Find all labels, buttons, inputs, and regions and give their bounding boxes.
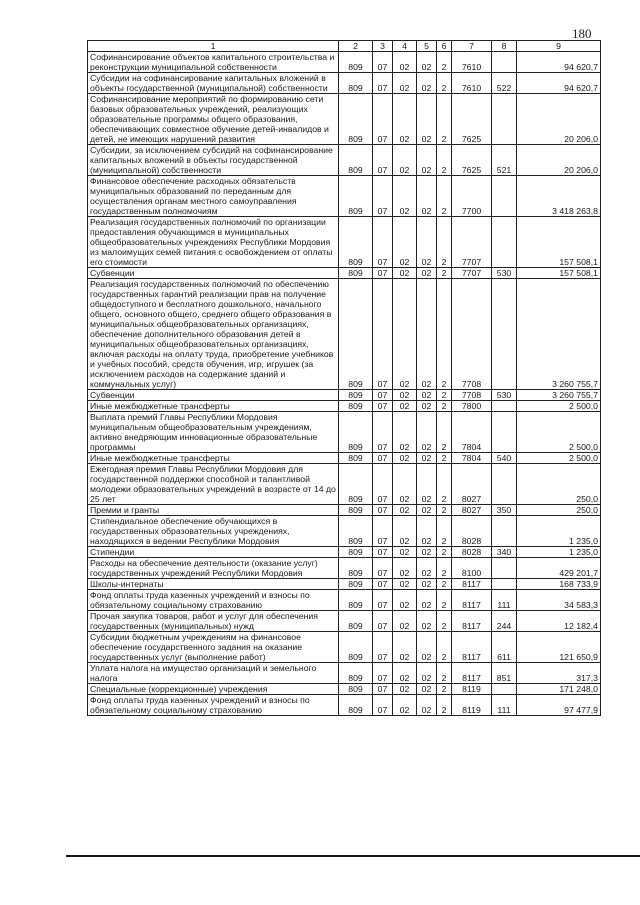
table-row	[88, 390, 601, 401]
row-description: Ежегодная премия Главы Республики Мордовия для государственной поддержки способной и талантливой молодежи образовательных учреждений в возрасте от 14 до 25 лет	[88, 464, 339, 505]
code-subsection: 02	[393, 558, 417, 579]
code-subprogram: 2	[437, 579, 452, 590]
table-row	[88, 401, 601, 412]
code-subsection: 02	[393, 412, 417, 453]
code-subsection: 02	[393, 663, 417, 684]
code-target: 8117	[452, 663, 492, 684]
code-program: 02	[417, 453, 437, 464]
code-subprogram: 2	[437, 73, 452, 94]
table-row	[88, 52, 601, 73]
code-subsection: 02	[393, 268, 417, 279]
code-gov: 809	[339, 695, 373, 716]
code-subprogram: 2	[437, 145, 452, 176]
code-expense-type: 350	[492, 505, 517, 516]
code-expense-type	[492, 217, 517, 268]
row-amount: 157 508,1	[517, 268, 601, 279]
code-section: 07	[373, 632, 393, 663]
code-gov: 809	[339, 632, 373, 663]
code-program: 02	[417, 73, 437, 94]
code-gov: 809	[339, 579, 373, 590]
code-expense-type	[492, 176, 517, 217]
code-section: 07	[373, 695, 393, 716]
code-subprogram: 2	[437, 505, 452, 516]
column-header: 3	[373, 41, 393, 52]
code-gov: 809	[339, 505, 373, 516]
row-description: Фонд оплаты труда казенных учреждений и взносы по обязательному социальному страхованию	[88, 695, 339, 716]
code-program: 02	[417, 268, 437, 279]
row-amount: 20 206,0	[517, 94, 601, 145]
code-program: 02	[417, 579, 437, 590]
code-program: 02	[417, 176, 437, 217]
code-subsection: 02	[393, 52, 417, 73]
row-description: Стипендии	[88, 547, 339, 558]
code-section: 07	[373, 401, 393, 412]
code-program: 02	[417, 505, 437, 516]
row-amount: 168 733,9	[517, 579, 601, 590]
row-description: Премии и гранты	[88, 505, 339, 516]
table-row	[88, 412, 601, 453]
row-amount: 250,0	[517, 505, 601, 516]
code-subsection: 02	[393, 547, 417, 558]
row-amount: 3 260 755,7	[517, 279, 601, 390]
code-gov: 809	[339, 145, 373, 176]
code-expense-type: 244	[492, 611, 517, 632]
code-gov: 809	[339, 268, 373, 279]
code-section: 07	[373, 547, 393, 558]
code-subsection: 02	[393, 279, 417, 390]
row-description: Прочая закупка товаров, работ и услуг для обеспечения государственных (муниципальных) нужд	[88, 611, 339, 632]
code-program: 02	[417, 632, 437, 663]
column-header: 6	[437, 41, 452, 52]
bottom-rule	[66, 855, 640, 857]
row-description: Иные межбюджетные трансферты	[88, 401, 339, 412]
row-description: Уплата налога на имущество организаций и земельного налога	[88, 663, 339, 684]
code-section: 07	[373, 464, 393, 505]
code-target: 8117	[452, 611, 492, 632]
code-subsection: 02	[393, 217, 417, 268]
code-subprogram: 2	[437, 632, 452, 663]
code-target: 8027	[452, 505, 492, 516]
column-header: 9	[517, 41, 601, 52]
table-row	[88, 464, 601, 505]
code-expense-type	[492, 684, 517, 695]
table-row	[88, 547, 601, 558]
row-amount: 94 620,7	[517, 52, 601, 73]
code-target: 7707	[452, 268, 492, 279]
code-target: 7708	[452, 279, 492, 390]
row-amount: 1 235,0	[517, 516, 601, 547]
code-program: 02	[417, 390, 437, 401]
row-amount: 171 248,0	[517, 684, 601, 695]
code-subprogram: 2	[437, 558, 452, 579]
code-subsection: 02	[393, 73, 417, 94]
code-expense-type	[492, 52, 517, 73]
code-target: 7700	[452, 176, 492, 217]
code-subprogram: 2	[437, 52, 452, 73]
table-row	[88, 73, 601, 94]
code-target: 8028	[452, 547, 492, 558]
code-section: 07	[373, 176, 393, 217]
code-program: 02	[417, 94, 437, 145]
row-description: Иные межбюджетные трансферты	[88, 453, 339, 464]
code-subprogram: 2	[437, 390, 452, 401]
code-gov: 809	[339, 590, 373, 611]
row-amount: 12 182,4	[517, 611, 601, 632]
code-program: 02	[417, 590, 437, 611]
code-program: 02	[417, 547, 437, 558]
code-section: 07	[373, 217, 393, 268]
code-gov: 809	[339, 663, 373, 684]
row-description: Софинансирование объектов капитального строительства и реконструкции муниципальной собственности	[88, 52, 339, 73]
code-expense-type: 111	[492, 695, 517, 716]
code-subprogram: 2	[437, 695, 452, 716]
table-row	[88, 611, 601, 632]
code-subsection: 02	[393, 390, 417, 401]
row-description: Школы-интернаты	[88, 579, 339, 590]
code-expense-type: 111	[492, 590, 517, 611]
code-target: 7708	[452, 390, 492, 401]
code-expense-type: 611	[492, 632, 517, 663]
code-program: 02	[417, 401, 437, 412]
row-description: Субсидии, за исключением субсидий на софинансирование капитальных вложений в объекты государственной (муниципальной) собственности	[88, 145, 339, 176]
code-section: 07	[373, 516, 393, 547]
code-program: 02	[417, 611, 437, 632]
code-section: 07	[373, 268, 393, 279]
code-subprogram: 2	[437, 94, 452, 145]
code-expense-type: 530	[492, 268, 517, 279]
code-subsection: 02	[393, 505, 417, 516]
code-gov: 809	[339, 401, 373, 412]
table-row	[88, 94, 601, 145]
code-subprogram: 2	[437, 516, 452, 547]
code-section: 07	[373, 279, 393, 390]
table-row	[88, 516, 601, 547]
code-target: 8100	[452, 558, 492, 579]
row-amount: 2 500,0	[517, 401, 601, 412]
row-description: Субсидии на софинансирование капитальных вложений в объекты государственной (муниципальной) собственности	[88, 73, 339, 94]
code-gov: 809	[339, 279, 373, 390]
code-subprogram: 2	[437, 412, 452, 453]
row-description: Субсидии бюджетным учреждениям на финансовое обеспечение государственного задания на оказание государственных услуг (выполнение работ)	[88, 632, 339, 663]
row-amount: 157 508,1	[517, 217, 601, 268]
table-row	[88, 695, 601, 716]
code-section: 07	[373, 453, 393, 464]
row-description: Выплата премий Главы Республики Мордовия муниципальным общеобразовательным учреждениям, активно внедряющим инновационные образовательные программы	[88, 412, 339, 453]
row-description: Стипендиальное обеспечение обучающихся в государственных образовательных учреждениях, находящихся в ведении Республики Мордовия	[88, 516, 339, 547]
code-target: 8028	[452, 516, 492, 547]
code-expense-type: 530	[492, 390, 517, 401]
code-subsection: 02	[393, 516, 417, 547]
row-amount: 2 500,0	[517, 412, 601, 453]
row-amount: 250,0	[517, 464, 601, 505]
code-gov: 809	[339, 412, 373, 453]
code-expense-type	[492, 464, 517, 505]
row-description: Специальные (коррекционные) учреждения	[88, 684, 339, 695]
column-header: 7	[452, 41, 492, 52]
code-program: 02	[417, 412, 437, 453]
code-subprogram: 2	[437, 464, 452, 505]
code-expense-type: 540	[492, 453, 517, 464]
code-section: 07	[373, 663, 393, 684]
code-section: 07	[373, 390, 393, 401]
table-row	[88, 632, 601, 663]
code-target: 8117	[452, 579, 492, 590]
code-subsection: 02	[393, 145, 417, 176]
code-section: 07	[373, 73, 393, 94]
row-amount: 34 583,3	[517, 590, 601, 611]
code-gov: 809	[339, 176, 373, 217]
code-subsection: 02	[393, 611, 417, 632]
code-expense-type	[492, 401, 517, 412]
code-gov: 809	[339, 611, 373, 632]
code-section: 07	[373, 505, 393, 516]
code-target: 7610	[452, 73, 492, 94]
row-description: Субвенции	[88, 390, 339, 401]
table-row	[88, 590, 601, 611]
row-description: Реализация государственных полномочий по организации предоставления обучающимся в муниципальных общеобразовательных учреждениях Республики Мордовия из малоимущих семей питания с освобождением от оплаты его стоимости	[88, 217, 339, 268]
code-section: 07	[373, 412, 393, 453]
column-header: 2	[339, 41, 373, 52]
code-target: 7625	[452, 145, 492, 176]
code-subprogram: 2	[437, 176, 452, 217]
code-gov: 809	[339, 516, 373, 547]
code-target: 8119	[452, 695, 492, 716]
code-program: 02	[417, 464, 437, 505]
budget-table	[87, 40, 601, 716]
code-subsection: 02	[393, 684, 417, 695]
code-subsection: 02	[393, 453, 417, 464]
code-gov: 809	[339, 558, 373, 579]
row-amount: 1 235,0	[517, 547, 601, 558]
code-subprogram: 2	[437, 401, 452, 412]
code-subprogram: 2	[437, 547, 452, 558]
column-header: 5	[417, 41, 437, 52]
code-program: 02	[417, 217, 437, 268]
code-program: 02	[417, 663, 437, 684]
code-expense-type	[492, 94, 517, 145]
code-section: 07	[373, 52, 393, 73]
code-expense-type: 522	[492, 73, 517, 94]
code-subsection: 02	[393, 579, 417, 590]
row-description: Расходы на обеспечение деятельности (оказание услуг) государственных учреждений Республики Мордовия	[88, 558, 339, 579]
code-expense-type: 340	[492, 547, 517, 558]
code-expense-type: 521	[492, 145, 517, 176]
code-target: 7610	[452, 52, 492, 73]
row-amount: 20 206,0	[517, 145, 601, 176]
code-subprogram: 2	[437, 590, 452, 611]
row-amount: 3 418 263,8	[517, 176, 601, 217]
table-row	[88, 505, 601, 516]
row-amount: 97 477,9	[517, 695, 601, 716]
code-expense-type	[492, 412, 517, 453]
code-subsection: 02	[393, 401, 417, 412]
table-row	[88, 268, 601, 279]
code-gov: 809	[339, 73, 373, 94]
code-section: 07	[373, 94, 393, 145]
table-row	[88, 663, 601, 684]
table-row	[88, 579, 601, 590]
code-section: 07	[373, 579, 393, 590]
code-program: 02	[417, 558, 437, 579]
code-gov: 809	[339, 390, 373, 401]
table-row	[88, 684, 601, 695]
code-subsection: 02	[393, 590, 417, 611]
code-subprogram: 2	[437, 611, 452, 632]
code-subsection: 02	[393, 176, 417, 217]
code-gov: 809	[339, 94, 373, 145]
code-program: 02	[417, 52, 437, 73]
code-target: 7804	[452, 453, 492, 464]
row-amount: 317,3	[517, 663, 601, 684]
row-description: Реализация государственных полномочий по обеспечению государственных гарантий реализации прав на получение общедоступного и бесплатного дошкольного, начального общего, основного общего, среднего общего образования в муниципальных общеобразовательных организациях, обеспечение дополнительного образования детей в муниципальных общеобразовательных организациях, включая расходы на оплату труда, приобретение учебников и учебных пособий, средств обучения, игр, игрушек (за исключением расходов на содержание зданий и коммунальных услуг)	[88, 279, 339, 390]
code-subprogram: 2	[437, 684, 452, 695]
code-subprogram: 2	[437, 279, 452, 390]
code-subsection: 02	[393, 464, 417, 505]
code-target: 8119	[452, 684, 492, 695]
code-program: 02	[417, 145, 437, 176]
code-subprogram: 2	[437, 268, 452, 279]
row-description: Софинансирование мероприятий по формированию сети базовых образовательных учреждений, реализующих образовательные программы общего образования, обеспечивающих совместное обучение детей-инвалидов и детей, не имеющих нарушений развития	[88, 94, 339, 145]
code-target: 7625	[452, 94, 492, 145]
code-expense-type	[492, 558, 517, 579]
code-subprogram: 2	[437, 453, 452, 464]
code-gov: 809	[339, 547, 373, 558]
code-expense-type	[492, 516, 517, 547]
column-header: 4	[393, 41, 417, 52]
code-program: 02	[417, 684, 437, 695]
code-subprogram: 2	[437, 217, 452, 268]
column-header: 1	[88, 41, 339, 52]
code-section: 07	[373, 611, 393, 632]
code-gov: 809	[339, 453, 373, 464]
code-section: 07	[373, 145, 393, 176]
code-subsection: 02	[393, 695, 417, 716]
code-subsection: 02	[393, 632, 417, 663]
code-program: 02	[417, 279, 437, 390]
row-amount: 94 620,7	[517, 73, 601, 94]
code-target: 7707	[452, 217, 492, 268]
table-row	[88, 217, 601, 268]
code-subsection: 02	[393, 94, 417, 145]
row-amount: 2 500,0	[517, 453, 601, 464]
table-row	[88, 279, 601, 390]
code-program: 02	[417, 695, 437, 716]
table-body	[88, 52, 601, 716]
code-expense-type	[492, 279, 517, 390]
table-row	[88, 145, 601, 176]
table-header-row	[88, 41, 601, 52]
code-expense-type	[492, 579, 517, 590]
page-number: 180	[572, 26, 592, 41]
row-description: Финансовое обеспечение расходных обязательств муниципальных образований по переданным для осуществления органам местного самоуправления государственным полномочиям	[88, 176, 339, 217]
code-target: 8117	[452, 590, 492, 611]
row-amount: 3 260 755,7	[517, 390, 601, 401]
column-header: 8	[492, 41, 517, 52]
table-row	[88, 558, 601, 579]
row-description: Фонд оплаты труда казенных учреждений и взносы по обязательному социальному страхованию	[88, 590, 339, 611]
code-gov: 809	[339, 217, 373, 268]
code-section: 07	[373, 684, 393, 695]
row-description: Субвенции	[88, 268, 339, 279]
table-row	[88, 453, 601, 464]
code-gov: 809	[339, 52, 373, 73]
code-subprogram: 2	[437, 663, 452, 684]
row-amount: 121 650,9	[517, 632, 601, 663]
code-program: 02	[417, 516, 437, 547]
row-amount: 429 201,7	[517, 558, 601, 579]
table-row	[88, 176, 601, 217]
code-section: 07	[373, 590, 393, 611]
code-target: 7800	[452, 401, 492, 412]
code-section: 07	[373, 558, 393, 579]
code-gov: 809	[339, 684, 373, 695]
code-target: 7804	[452, 412, 492, 453]
code-target: 8027	[452, 464, 492, 505]
code-expense-type: 851	[492, 663, 517, 684]
code-target: 8117	[452, 632, 492, 663]
code-gov: 809	[339, 464, 373, 505]
